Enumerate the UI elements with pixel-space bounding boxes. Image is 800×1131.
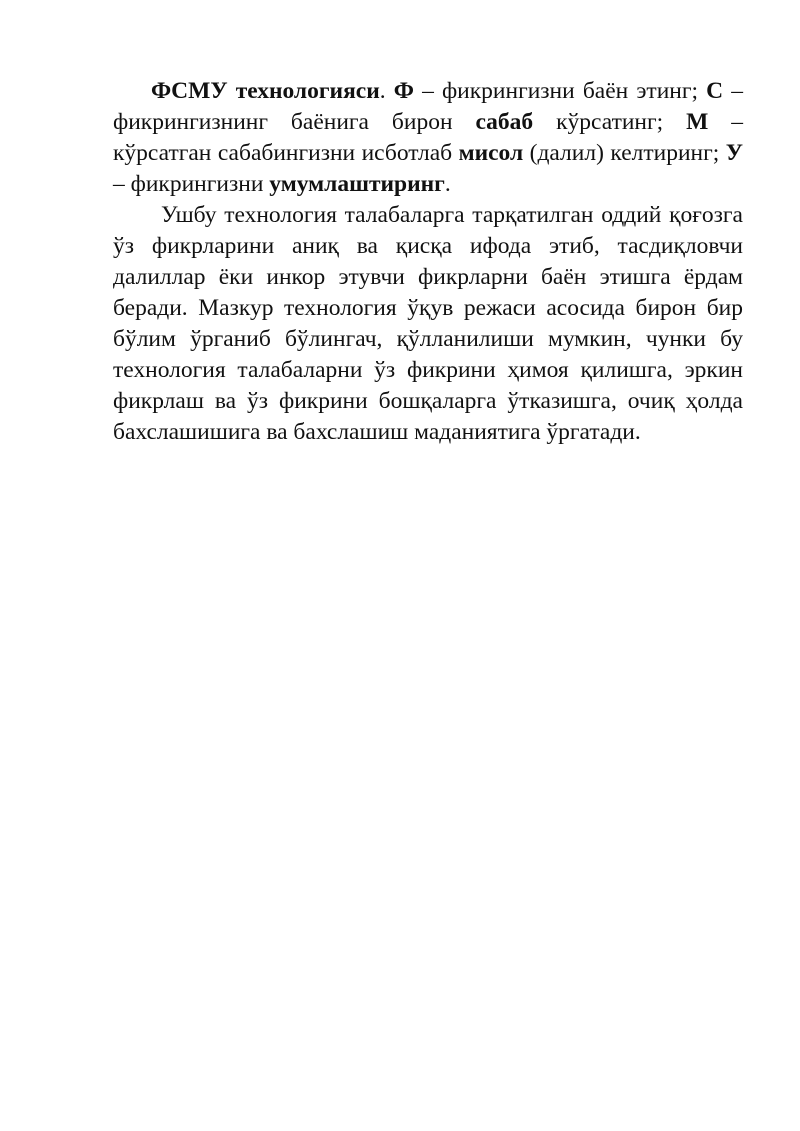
paragraph-fsmu-definition [113,76,743,200]
text-segment: Ушбу технология талабаларга тарқатилган оддий қоғозга ўз фикрларини аниқ ва қисқа ифода этиб, тасдиқловчи далиллар ёки инкор этувчи фикрларни баён этишга ёрдам беради. Мазкур технология ўқув режаси асосида бирон бир бўлим ўрганиб бўлингач, қўлланилиши мумкин, чунки бу технология талабаларни ўз фикрини ҳимоя қилишга, эркин фикрлаш ва ўз фикрини бошқаларга ўтказишга, очиқ ҳолда бахслашишига ва бахслашиш маданиятига ўргатади. [113,202,743,445]
paragraph-technology-description [113,200,743,448]
text-segment: кўрсатинг; [533,109,687,135]
term-umumlashtiring: умумлаштиринг [269,171,445,197]
text-segment: – фикрингизнинг баёнига бирон [113,78,744,135]
text-segment: . [444,171,451,197]
term-letter-m: М [686,109,709,135]
term-fsmu-technology: ФСМУ технологияси [151,78,380,104]
text-segment: – кўрсатган сабабингизни исботлаб [113,109,744,166]
term-letter-f: Ф [393,78,414,104]
term-letter-u: У [725,140,744,166]
document-page [113,76,743,448]
text-segment: – фикрингизни [113,171,270,197]
term-misol: мисол [458,140,524,166]
term-letter-s: С [706,78,724,104]
term-sabab: сабаб [475,109,534,135]
text-segment: (далил) келтиринг; [523,140,726,166]
text-segment: – фикрингизни баён этинг; [413,78,707,104]
text-segment: . [379,78,394,104]
